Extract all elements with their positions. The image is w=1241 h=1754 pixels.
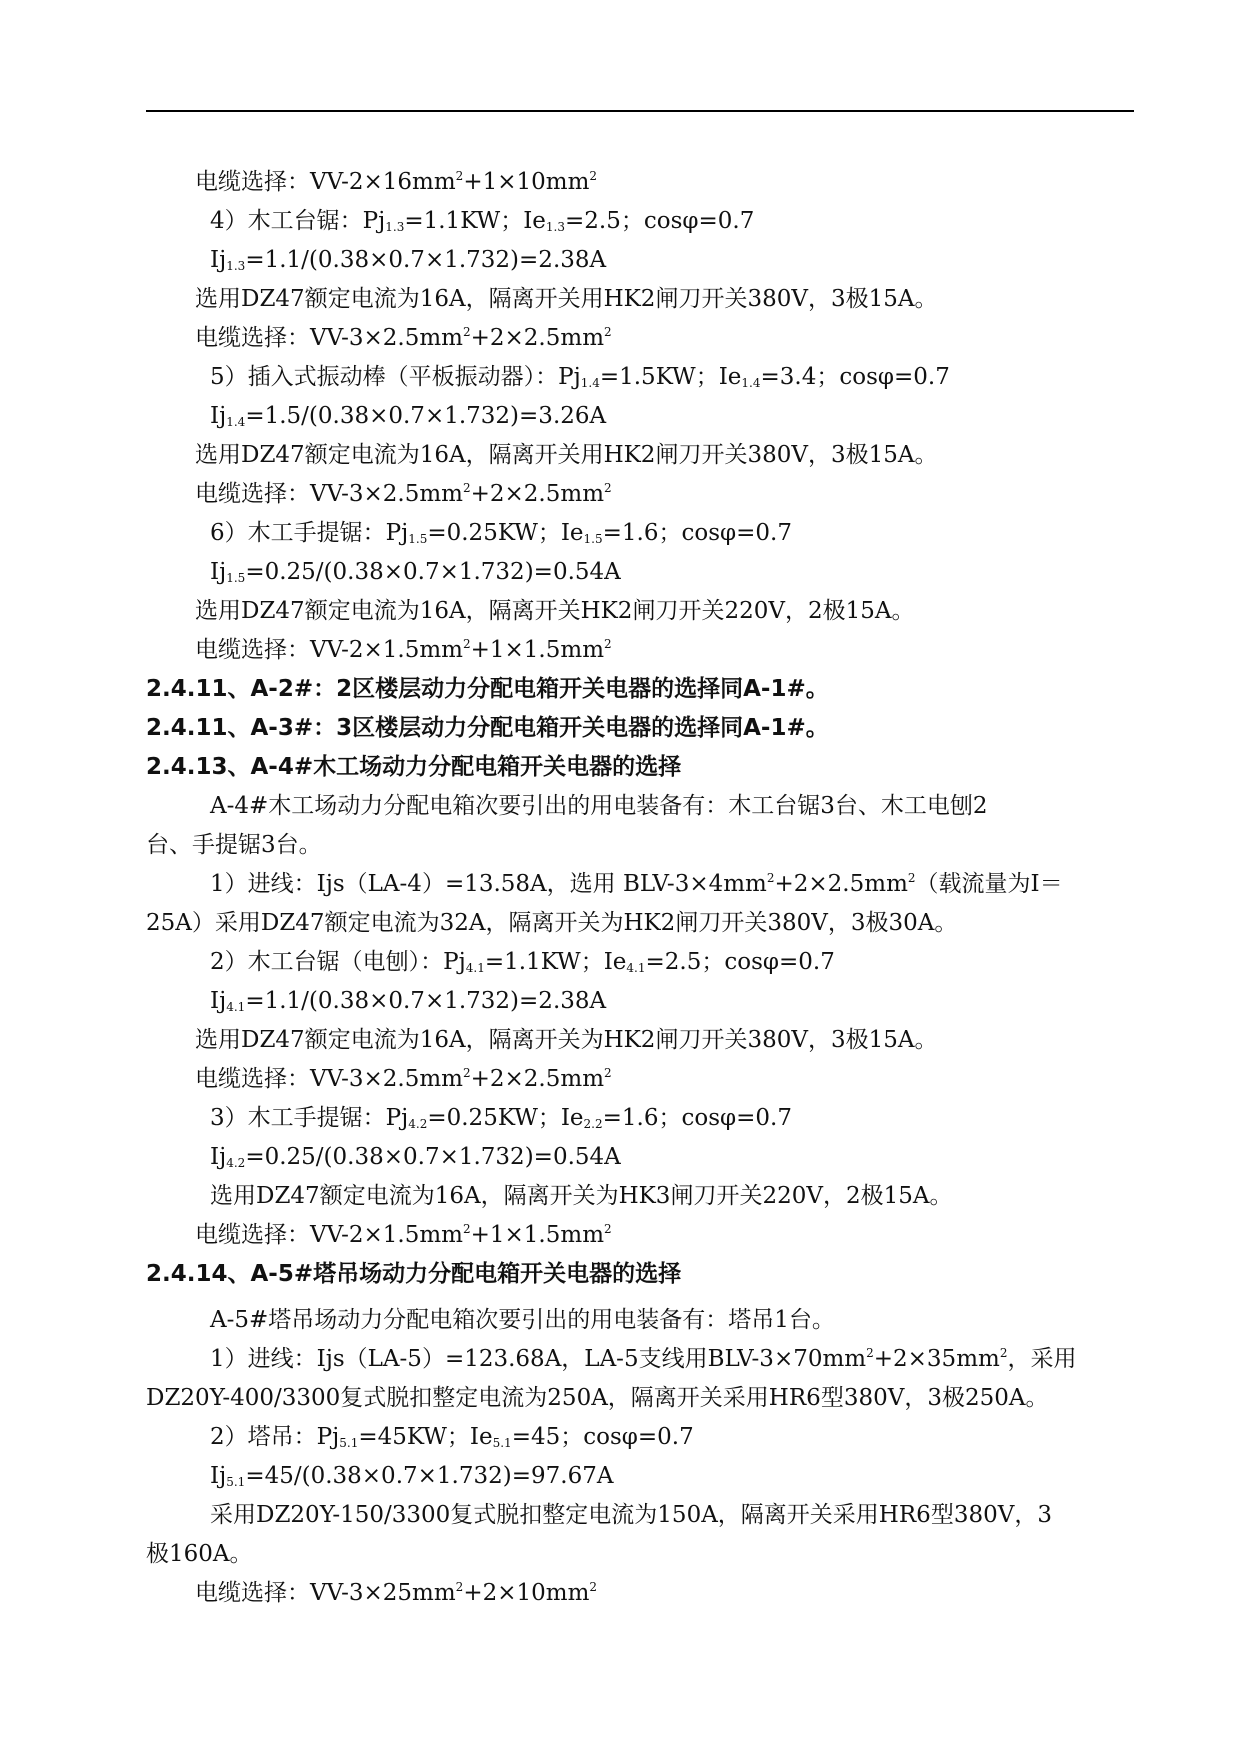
cable-selection-line: 电缆选择：$VV-3\times 2.5mm^2+2\times 2.5mm^2$ [195,325,612,351]
paragraph-line: 1）进线：Ijs（LA-5）=123.68A，LA-5支线用BLV-$3\times 70mm^2+2\times 35mm^2$，采用 [210,1346,1077,1372]
paragraph-line: 采用DZ20Y-150/3300复式脱扣整定电流为150A，隔离开关采用HR6型380V，3 [210,1502,1052,1528]
item-table-saw-params: 2）木工台锯（电刨）：$Pj_{4.1}=1.1KW$；$Ie_{4.1}=2.5$；cosφ=0.7 [210,949,835,975]
paragraph-line: A-4#木工场动力分配电箱次要引出的用电装备有：木工台锯3台、木工电刨2 [210,793,988,819]
cable-selection-line: 电缆选择：$VV-2\times 16mm^2+1\times 10mm^2$ [195,169,598,195]
section-heading: 2.4.11、A-3#：3区楼层动力分配电箱开关电器的选择同A-1#。 [146,715,829,741]
item-table-saw-params: 4）木工台锯：$Pj_{1.3}=1.1KW$；$Ie_{1.3}=2.5$；cosφ=0.7 [210,208,755,234]
item-hand-saw-params: 6）木工手提锯：$Pj_{1.5}=0.25KW$；$Ie_{1.5}=1.6$；cosφ=0.7 [210,520,792,546]
cable-selection-line: 电缆选择：$VV-3\times 2.5mm^2+2\times 2.5mm^2$ [195,481,612,507]
current-calc-line: $Ij_{1.4}=1.5/(0.38\times 0.7\times 1.732)=3.26A$ [210,403,607,429]
paragraph-line: 极160A。 [146,1541,253,1567]
current-calc-line: $Ij_{4.2}=0.25/(0.38\times 0.7\times 1.732)=0.54A$ [210,1144,621,1170]
paragraph-line: DZ20Y-400/3300复式脱扣整定电流为250A，隔离开关采用HR6型380V，3极250A。 [146,1385,1049,1411]
current-calc-line: $Ij_{1.3}=1.1/(0.38\times 0.7\times 1.732)=2.38A$ [210,247,607,273]
breaker-selection-line: 选用DZ47额定电流为16A，隔离开关为HK2闸刀开关380V，3极15A。 [195,1027,938,1053]
breaker-selection-line: 选用DZ47额定电流为16A，隔离开关为HK3闸刀开关220V，2极15A。 [210,1183,953,1209]
current-calc-line: $Ij_{1.5}=0.25/(0.38\times 0.7\times 1.732)=0.54A$ [210,559,621,585]
paragraph-line: 25A）采用DZ47额定电流为32A，隔离开关为HK2闸刀开关380V，3极30A。 [146,910,958,936]
item-tower-crane-params: 2）塔吊：$Pj_{5.1}=45KW$；$Ie_{5.1}=45$；cosφ=0.7 [210,1424,694,1450]
paragraph-line: 1）进线：Ijs（LA-4）=13.58A，选用 BLV-$3\times 4mm^2+2\times 2.5mm^2$（载流量为I＝ [210,871,1063,897]
header-rule [146,110,1134,112]
paragraph-line: 台、手提锯3台。 [146,832,322,858]
breaker-selection-line: 选用DZ47额定电流为16A，隔离开关用HK2闸刀开关380V，3极15A。 [195,442,938,468]
section-heading: 2.4.11、A-2#：2区楼层动力分配电箱开关电器的选择同A-1#。 [146,676,829,702]
cable-selection-line: 电缆选择：$VV-3\times 2.5mm^2+2\times 2.5mm^2$ [195,1066,612,1092]
section-heading: 2.4.13、A-4#木工场动力分配电箱开关电器的选择 [146,754,682,780]
breaker-selection-line: 选用DZ47额定电流为16A，隔离开关用HK2闸刀开关380V，3极15A。 [195,286,938,312]
cable-selection-line: 电缆选择：$VV-2\times 1.5mm^2+1\times 1.5mm^2$ [195,1222,612,1248]
section-heading: 2.4.14、A-5#塔吊场动力分配电箱开关电器的选择 [146,1261,682,1287]
breaker-selection-line: 选用DZ47额定电流为16A，隔离开关HK2闸刀开关220V，2极15A。 [195,598,915,624]
item-vibrator-params: 5）插入式振动棒（平板振动器）：$Pj_{1.4}=1.5KW$；$Ie_{1.4}=3.4$；cosφ=0.7 [210,364,950,390]
current-calc-line: $Ij_{5.1}=45/(0.38\times 0.7\times 1.732)=97.67A$ [210,1463,614,1489]
cable-selection-line: 电缆选择：$VV-2\times 1.5mm^2+1\times 1.5mm^2$ [195,637,612,663]
item-hand-saw-params: 3）木工手提锯：$Pj_{4.2}=0.25KW$；$Ie_{2.2}=1.6$；cosφ=0.7 [210,1105,792,1131]
current-calc-line: $Ij_{4.1}=1.1/(0.38\times 0.7\times 1.732)=2.38A$ [210,988,607,1014]
cable-selection-line: 电缆选择：$VV-3\times 25mm^2+2\times 10mm^2$ [195,1580,598,1606]
paragraph-line: A-5#塔吊场动力分配电箱次要引出的用电装备有：塔吊1台。 [210,1307,835,1333]
